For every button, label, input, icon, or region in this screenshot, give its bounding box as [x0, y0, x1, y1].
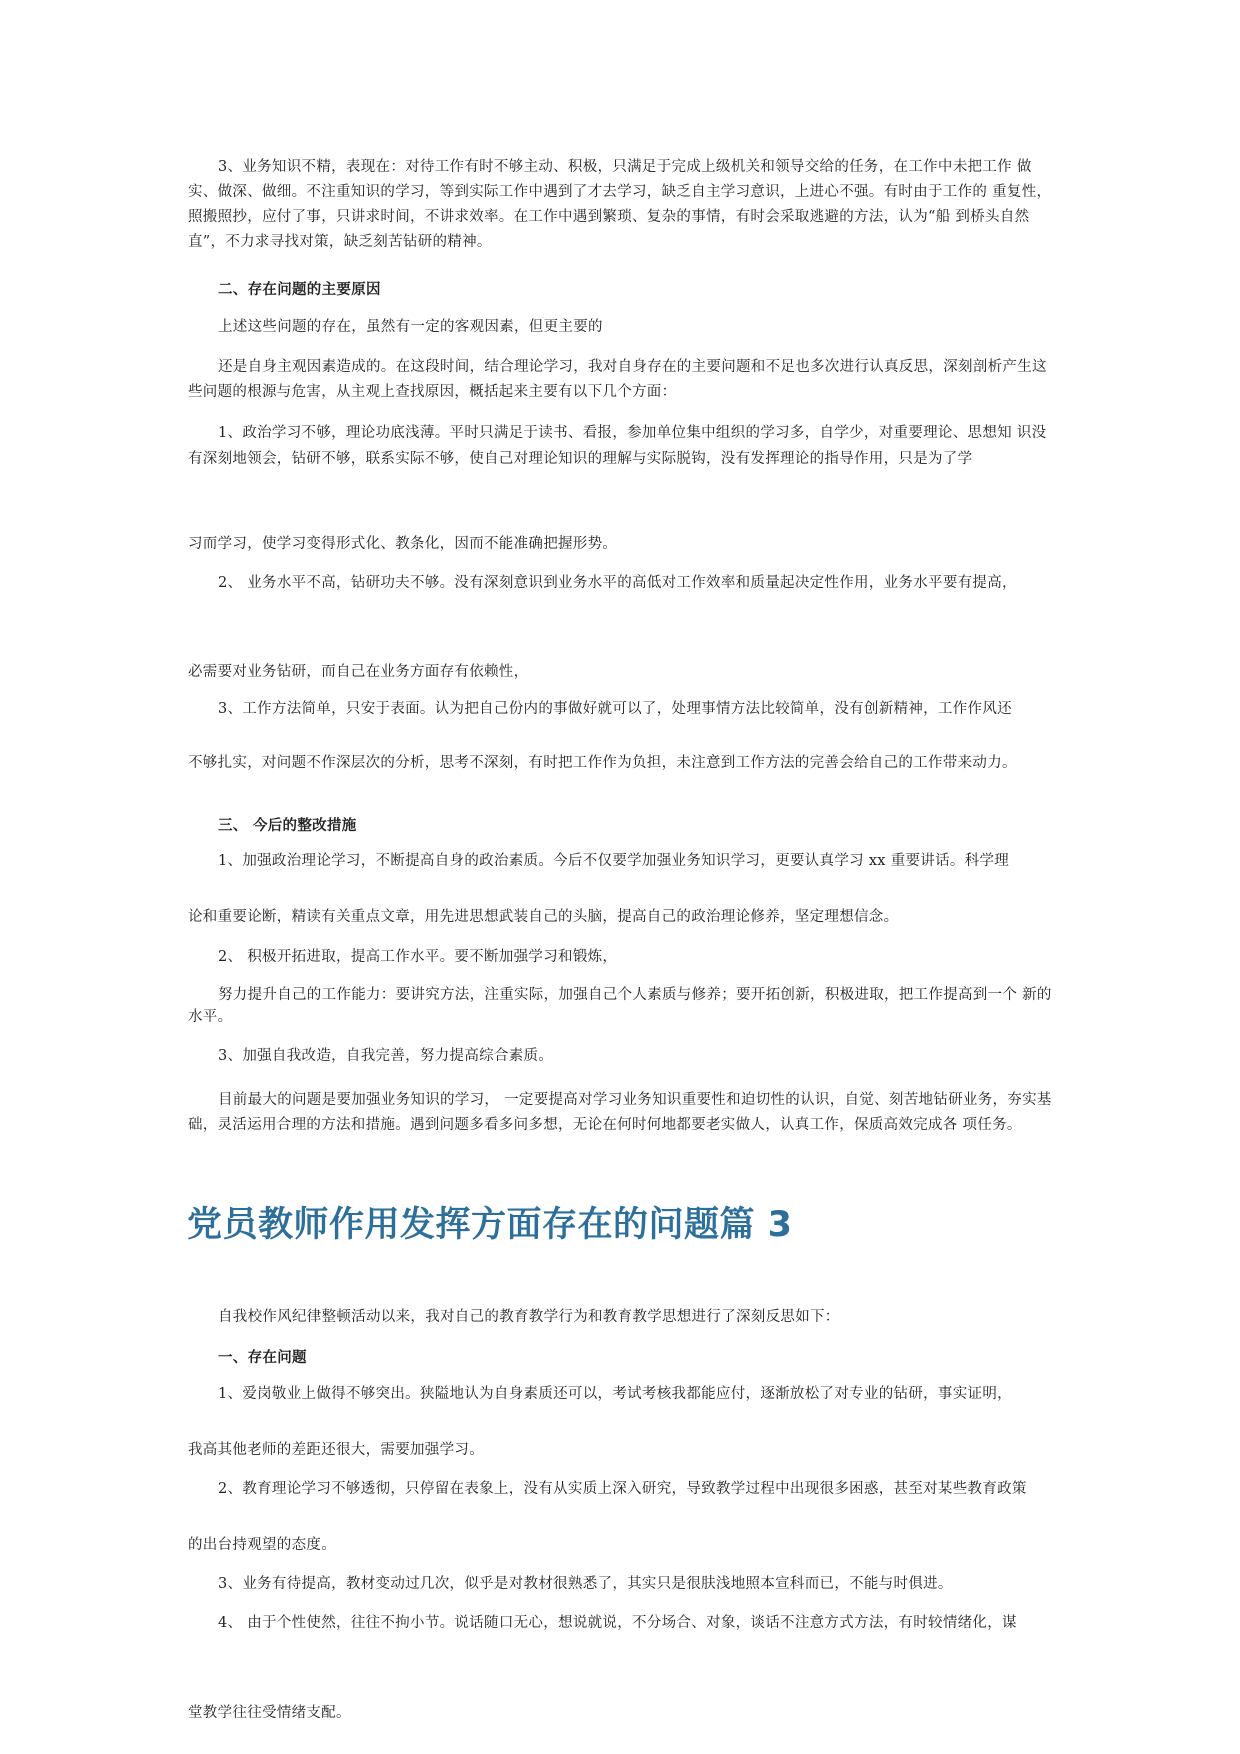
- paragraph-problem-4b: 堂教学往往受情绪支配。: [188, 1705, 351, 1721]
- paragraph-conclusion: 目前最大的问题是要加强业务知识的学习， 一定要提高对学习业务知识重要性和迫切性的认识，自觉、刻苦地钻研业务，夯实基础，灵活运用合理的方法和措施。遇到问题多看多问多想，无论在何时何地都要老实做人，认真工作，保质高效完成各 项任务。: [188, 1092, 1052, 1133]
- section-title: 党员教师作用发挥方面存在的问题篇 3: [187, 1205, 793, 1245]
- paragraph-causes-1: 上述这些问题的存在，虽然有一定的客观因素，但更主要的: [218, 319, 603, 335]
- paragraph-cause-2b: 必需要对业务钻研，而自己在业务方面存有依赖性，: [188, 664, 529, 680]
- paragraph-problem-2b: 的出台持观望的态度。: [188, 1537, 336, 1553]
- paragraph-measure-1b: 论和重要论断，精读有关重点文章，用先进思想武装自己的头脑，提高自己的政治理论修养，坚定理想信念。: [188, 909, 899, 925]
- paragraph-cause-2a: 2、 业务水平不高，钻研功夫不够。没有深刻意识到业务水平的高低对工作效率和质量起决定性作用，业务水平要有提高，: [218, 575, 1017, 591]
- paragraph-measure-3: 3、加强自我改造，自我完善，努力提高综合素质。: [218, 1048, 554, 1064]
- paragraph-intro: 自我校作风纪律整顿活动以来，我对自己的教育教学行为和教育教学思想进行了深刻反思如下：: [218, 1309, 840, 1325]
- heading-main-causes: 二、存在问题的主要原因: [218, 281, 381, 298]
- paragraph-measure-1a: 1、加强政治理论学习，不断提高自身的政治素质。今后不仅要学加强业务知识学习，更要认真学习 xx 重要讲话。科学理: [218, 853, 1010, 869]
- paragraph-cause-3b: 不够扎实，对问题不作深层次的分析，思考不深刻，有时把工作作为负担，未注意到工作方法的完善会给自己的工作带来动力。: [188, 755, 1017, 771]
- paragraph-problem-3: 3、业务有待提高，教材变动过几次，似乎是对教材很熟悉了，其实只是很肤浅地照本宣科而已，不能与时俱进。: [218, 1576, 953, 1592]
- paragraph-measure-2a: 2、 积极开拓进取，提高工作水平。要不断加强学习和锻炼，: [218, 949, 618, 965]
- paragraph-problem-1b: 我高其他老师的差距还很大，需要加强学习。: [188, 1442, 484, 1458]
- paragraph-causes-2: 还是自身主观因素造成的。在这段时间，结合理论学习，我对自身存在的主要问题和不足也多次进行认真反思，深刻剖析产生这些问题的根源与危害，从主观上查找原因，概括起来主要有以下几个方面：: [188, 359, 1047, 400]
- paragraph-problem-1a: 1、爱岗敬业上做得不够突出。狭隘地认为自身素质还可以，考试考核我都能应付，逐渐放松了对专业的钻研，事实证明，: [218, 1386, 1012, 1402]
- paragraph-problem-4a: 4、 由于个性使然，往往不拘小节。说话随口无心，想说就说，不分场合、对象，谈话不注意方式方法，有时较情绪化，谋: [218, 1615, 1017, 1631]
- heading-rectification: 三、 今后的整改措施: [218, 817, 357, 834]
- paragraph-measure-2b: 努力提升自己的工作能力：要讲究方法，注重实际，加强自己个人素质与修养；要开拓创新，积极进取，把工作提高到一个 新的水平。: [188, 987, 1052, 1025]
- paragraph-cause-3a: 3、工作方法简单，只安于表面。认为把自己份内的事做好就可以了，处理事情方法比较简单，没有创新精神，工作作风还: [218, 701, 1012, 717]
- paragraph-business-knowledge: 3、业务知识不精，表现在：对待工作有时不够主动、积极，只满足于完成上级机关和领导交给的任务，在工作中未把工作 做实、做深、做细。不注重知识的学习，等到实际工作中遇到了才去学习，缺乏自主学习意识，上进心不强。有时由于工作的 重复性，照搬照抄，应付了事，只讲求时间，不讲求效率。在工作中遇到繁琐、复杂的事情，有时会采取逃避的方法，认为“船 到桥头自然直”，不力求寻找对策，缺乏刻苦钻研的精神。: [188, 159, 1052, 250]
- paragraph-cause-1a: 1、政治学习不够，理论功底浅薄。平时只满足于读书、看报，参加单位集中组织的学习多，自学少，对重要理论、思想知 识没有深刻地领会，钻研不够，联系实际不够，使自己对理论知识的理解与实际脱钩，没有发挥理论的指导作用，只是为了学: [188, 425, 1047, 467]
- paragraph-problem-2a: 2、教育理论学习不够透彻，只停留在表象上，没有从实质上深入研究，导致教学过程中出现很多困惑，甚至对某些教育政策: [218, 1481, 1027, 1497]
- heading-existing-problems: 一、存在问题: [218, 1349, 307, 1366]
- paragraph-cause-1b: 习而学习，使学习变得形式化、教条化，因而不能准确把握形势。: [188, 536, 618, 552]
